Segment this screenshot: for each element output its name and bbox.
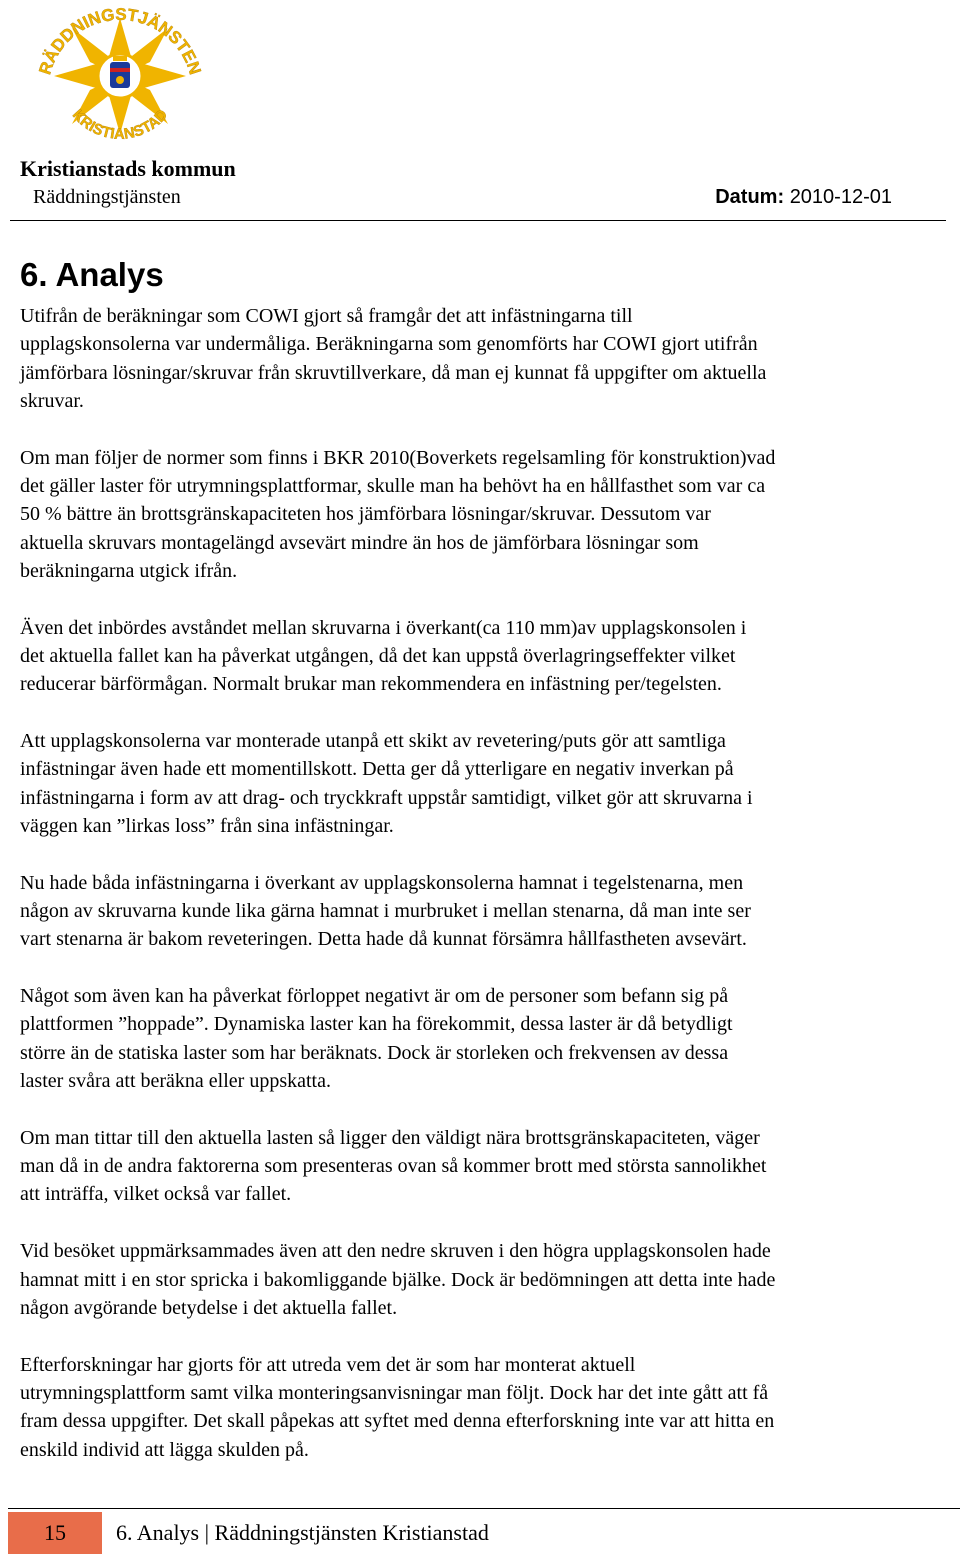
paragraph: Nu hade båda infästningarna i överkant av upplagskonsolerna hamnat i tegelstenarna, men någon av skruvarna kunde lika gärna hamnat i murbruket i mellan stenarna, då man inte ser vart stenarna är bakom reveteringen. Detta hade då kunnat försämra hållfastheten avsevärt. (20, 871, 751, 951)
logo-arc-bottom-text: KRISTIANSTAD (68, 106, 172, 143)
organization-name: Kristianstads kommun (20, 156, 236, 181)
paragraph: Utifrån de beräkningar som COWI gjort så framgår det att infästningarna till upplagskonsolerna var undermåliga. Beräkningarna som genomförts har COWI gjort utifrån jämförbara lösningar/skruvar från skruvtillverkare, då man ej kunnat få uppgifter om aktuella skruvar. (20, 305, 767, 412)
logo-arc-top-text: RÄDDNINGSTJÄNSTEN (35, 4, 205, 77)
page-number: 15 (44, 1520, 66, 1545)
department-name: Räddningstjänsten (33, 186, 181, 208)
document-date (715, 186, 892, 209)
paragraph: Något som även kan ha påverkat förloppet negativt är om de personer som befann sig på plattformen ”hoppade”. Dynamiska laster kan ha förekommit, dessa laster är då betydligt större än de statiska laster som har beräknats. Dock är storleken och frekvensen av dessa laster svåra att beräkna eller uppskatta. (20, 985, 733, 1093)
footer-text: 6. Analys | Räddningstjänsten Kristianstad (116, 1520, 489, 1545)
section-heading: 6. Analys (20, 256, 164, 293)
date-label: Datum: (715, 186, 785, 208)
paragraph: Även det inbördes avståndet mellan skruvarna i överkant(ca 110 mm)av upplagskonsolen i det aktuella fallet kan ha påverkat utgången, då det kan uppstå överlagringseffekter vilket reducerar bärförmågan. Normalt brukar man rekommendera en infästning per/tegelsten. (20, 616, 747, 696)
page-number-box (8, 1512, 102, 1554)
raddningstjansten-logo (20, 0, 210, 152)
paragraph: Om man tittar till den aktuella lasten så ligger den väldigt nära brottsgränskapaciteten, väger man då in de andra faktorerna som presenteras ovan så kommer brott med största sannolikhet att inträffa, vilket också var fallet. (20, 1126, 767, 1206)
paragraph: Efterforskningar har gjorts för att utreda vem det är som har monterat aktuell utrymningsplattform samt vilka monteringsanvisningar man följt. Dock har det inte gått att få fram dessa uppgifter. Det skall påpekas att syftet med denna efterforskning inte var att hitta en enskild individ att lägga skulden på. (20, 1353, 775, 1461)
header-divider (10, 220, 946, 221)
date-value: 2010-12-01 (789, 186, 892, 208)
footer-divider (8, 1508, 960, 1509)
section-body (20, 302, 950, 1492)
paragraph: Om man följer de normer som finns i BKR 2010(Boverkets regelsamling för konstruktion)vad det gäller laster för utrymningsplattformar, skulle man ha behövt ha en hållfasthet som var ca 50 % bättre än brottsgränskapaciteten hos jämförbara lösningar/skruvar. Dessutom var aktuella skruvars montagelängd avsevärt mindre än hos de jämförbara lösningar som beräkningarna utgick ifrån. (20, 446, 776, 582)
page-footer (8, 1508, 960, 1554)
paragraph: Att upplagskonsolerna var monterade utanpå ett skikt av revetering/puts gör att samtliga infästningar även hade ett momentillskott. Detta ger då ytterligare en negativ inverkan på infästningarna i form av att drag- och tryckkraft uppstår samtidigt, vilket gör att skruvarna i väggen kan ”lirkas loss” från sina infästningar. (20, 730, 753, 837)
paragraph: Vid besöket uppmärksammades även att den nedre skruven i den högra upplagskonsolen hade hamnat mitt i en stor spricka i bakomliggande bjälke. Dock är bedömningen att detta inte hade någon avgörande betydelse i det aktuella fallet. (20, 1240, 776, 1319)
